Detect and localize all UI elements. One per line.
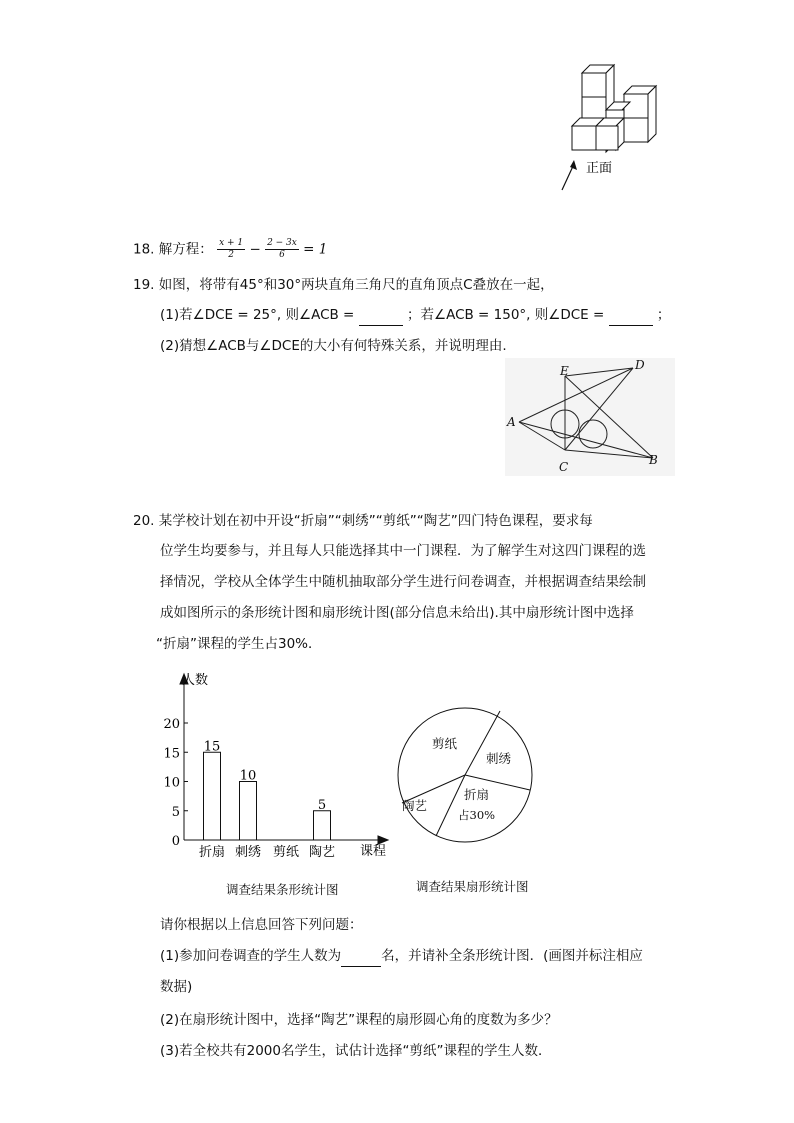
q20-number: 20. xyxy=(133,513,155,529)
y-axis-label: 人数 xyxy=(182,673,209,688)
fraction-1: $\frac{x + 1}{2}$ xyxy=(219,238,244,260)
q19-part2: (2)猜想∠ACB与∠DCE的大小有何特殊关系，并说明理由. xyxy=(160,338,507,354)
bar-折扇 xyxy=(204,752,221,840)
category-label: 剪纸 xyxy=(272,845,300,860)
bar-chart xyxy=(160,668,400,868)
q20-sub1: (1)参加问卷调查的学生人数为 名，并请补全条形统计图．(画图并标注相应 xyxy=(160,946,643,967)
question-18: 18. 解方程： $\frac{x + 1}{2}$ − $\frac{2 - 3x}{6}$ = 1 xyxy=(133,238,328,260)
answer-blank[interactable] xyxy=(359,305,403,326)
q18-prefix: 解方程： xyxy=(158,241,213,258)
label-C: C xyxy=(559,460,569,474)
pie-label-jianzhi: 剪纸 xyxy=(432,736,458,751)
y-tick-label: 5 xyxy=(171,804,180,820)
bar-data-label: 10 xyxy=(239,768,257,784)
label-A: A xyxy=(507,415,516,429)
answer-blank[interactable] xyxy=(341,946,381,967)
category-label: 陶艺 xyxy=(308,845,336,860)
cube-stack-figure xyxy=(560,58,670,198)
triangle-figure xyxy=(505,358,675,476)
y-tick-label: 15 xyxy=(163,746,180,762)
fraction-2: $\frac{2 - 3x}{6}$ xyxy=(267,238,297,260)
q20-line-1: 20. 某学校计划在初中开设“折扇”“刺绣”“剪纸”“陶艺”四门特色课程，要求每 xyxy=(133,513,593,529)
q19-part1: (1)若∠DCE = 25°, 则∠ACB = ；若∠ACB = 150°, 则∠DCE = ； xyxy=(160,305,670,326)
pie-label-taoyi: 陶艺 xyxy=(402,798,428,813)
q18-number: 18. xyxy=(133,241,155,258)
answer-blank[interactable] xyxy=(609,305,653,326)
q18-rhs: = 1 xyxy=(303,241,328,258)
q19-number: 19. xyxy=(133,277,155,293)
label-D: D xyxy=(635,358,645,372)
q20-line-2: 位学生均要参与，并且每人只能选择其中一门课程．为了解学生对这四门课程的选 xyxy=(160,543,646,559)
q20-sub3: (3)若全校共有2000名学生，试估计选择“剪纸”课程的学生人数． xyxy=(160,1043,552,1059)
bar-chart-caption: 调查结果条形统计图 xyxy=(226,882,339,897)
bar-陶艺 xyxy=(314,811,331,840)
q20-sub1-cont: 数据) xyxy=(160,979,193,995)
pie-chart-caption: 调查结果扇形统计图 xyxy=(416,879,529,894)
pie-chart xyxy=(392,702,540,850)
q20-line-5: “折扇”课程的学生占30%． xyxy=(156,636,322,652)
bar-data-label: 5 xyxy=(317,797,327,813)
q20-line-4: 成如图所示的条形统计图和扇形统计图(部分信息未给出).其中扇形统计图中选择 xyxy=(160,605,634,621)
q20-prompt: 请你根据以上信息回答下列问题： xyxy=(160,917,363,933)
label-E: E xyxy=(560,364,569,378)
pie-annotation-zheshan: 占30% xyxy=(458,808,496,822)
category-label: 折扇 xyxy=(198,845,226,860)
front-label: 正面 xyxy=(586,161,613,176)
y-tick-label: 10 xyxy=(163,775,180,791)
y-tick-label: 20 xyxy=(163,717,180,732)
q20-sub2: (2)在扇形统计图中，选择“陶艺”课程的扇形圆心角的度数为多少？ xyxy=(160,1012,558,1028)
category-label: 刺绣 xyxy=(234,845,262,860)
label-B: B xyxy=(649,453,658,467)
bar-刺绣 xyxy=(240,782,257,841)
pie-label-cixiu: 刺绣 xyxy=(486,751,512,766)
x-axis-label: 课程 xyxy=(360,844,387,859)
q19-stem: 19. 如图，将带有45°和30°两块直角三角尺的直角顶点C叠放在一起， xyxy=(133,277,554,293)
pie-label-zheshan: 折扇 xyxy=(464,787,490,802)
q20-line-3: 择情况，学校从全体学生中随机抽取部分学生进行问卷调查，并根据调查结果绘制 xyxy=(160,574,646,590)
y-tick-label: 0 xyxy=(171,834,180,849)
bar-data-label: 15 xyxy=(203,739,221,755)
